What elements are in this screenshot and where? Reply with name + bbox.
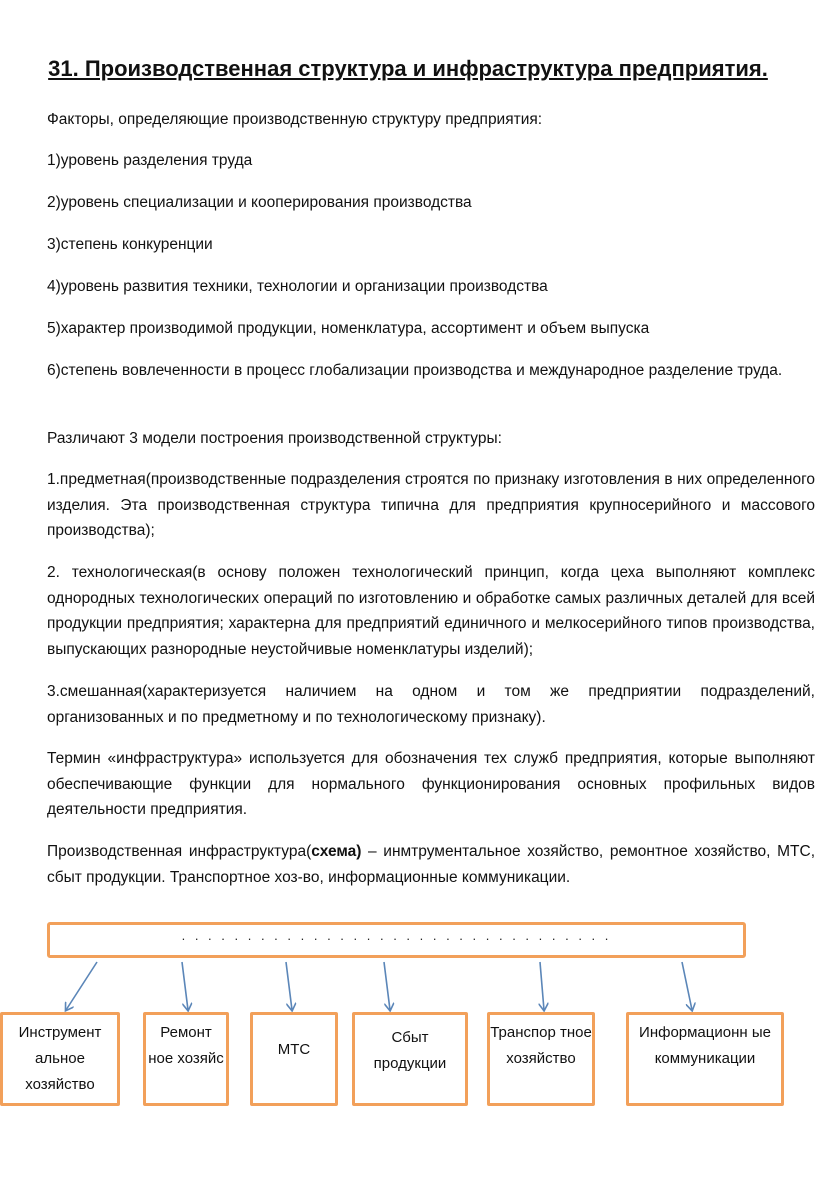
paragraph-infrastructure-term: Термин «инфраструктура» используется для обозначения тех служб предприятия, которые выполняют обеспечивающие функции для нормального функционирования основных профильных видов деятельности предприятия. (47, 750, 815, 818)
box-tool-facility: Инструмент альное хозяйство (0, 1012, 120, 1106)
arrow-3 (286, 962, 292, 1010)
paragraph-model-mixed: 3.смешанная(характеризуется наличием на одном и том же предприятии подразделений, организованных и по предметному и по технологическому признаку). (47, 683, 815, 726)
box-transport: Транспор тное хозяйство (487, 1012, 595, 1106)
list-item-factor-4: 4)уровень развития техники, технологии и организации производства (47, 278, 548, 295)
box-repair-facility: Ремонт ное хозяйс (143, 1012, 229, 1106)
scheme-text-bold: схема) (311, 843, 362, 860)
box-sales: Сбыт продукции (352, 1012, 468, 1106)
page-title: 31. Производственная структура и инфраструктура предприятия. (48, 56, 768, 81)
box-mts: МТС (250, 1012, 338, 1106)
arrow-6 (682, 962, 692, 1010)
diagram-top-box: . . . . . . . . . . . . . . . . . . . . . . . . . . . . . . . . . (47, 922, 746, 958)
arrow-2 (182, 962, 188, 1010)
arrow-5 (540, 962, 544, 1010)
list-item-factor-5: 5)характер производимой продукции, номенклатура, ассортимент и объем выпуска (47, 320, 650, 337)
paragraph-models-intro: Различают 3 модели построения производственной структуры: (47, 430, 502, 447)
box-information-communications: Информационн ые коммуникации (626, 1012, 784, 1106)
paragraph-model-technological: 2. технологическая(в основу положен технологический принцип, когда цеха выполняют комплекс однородных технологических операций по изготовлению и обработке самых различных деталей для всей продукции предприятия; характерна для предприятий единичного и мелкосерийного типов производства, выпускающих разнородные неустойчивые номенклатуры изделий); (47, 564, 815, 658)
list-item-factor-6: 6)степень вовлеченности в процесс глобализации производства и международное разделение труда. (47, 362, 783, 379)
list-item-factor-2: 2)уровень специализации и кооперирования производства (47, 194, 472, 211)
paragraph-model-subject: 1.предметная(производственные подразделения строятся по признаку изготовления в них определенного изделия. Эта производственная структура типична для предприятия крупносерийного и массового производства); (47, 471, 815, 539)
arrow-4 (384, 962, 390, 1010)
arrow-1 (66, 962, 97, 1010)
list-item-factor-3: 3)степень конкуренции (47, 236, 213, 253)
list-item-factor-1: 1)уровень разделения труда (47, 152, 253, 169)
scheme-text-end: – инмтрументальное хозяйство, ремонтное хозяйство, МТС, сбыт продукции. Транспортное хоз-во, информационные коммуникации. (47, 843, 815, 886)
paragraph-factors-intro: Факторы, определяющие производственную структуру предприятия: (47, 111, 543, 128)
scheme-text-start: Производственная инфраструктура( (47, 843, 312, 860)
